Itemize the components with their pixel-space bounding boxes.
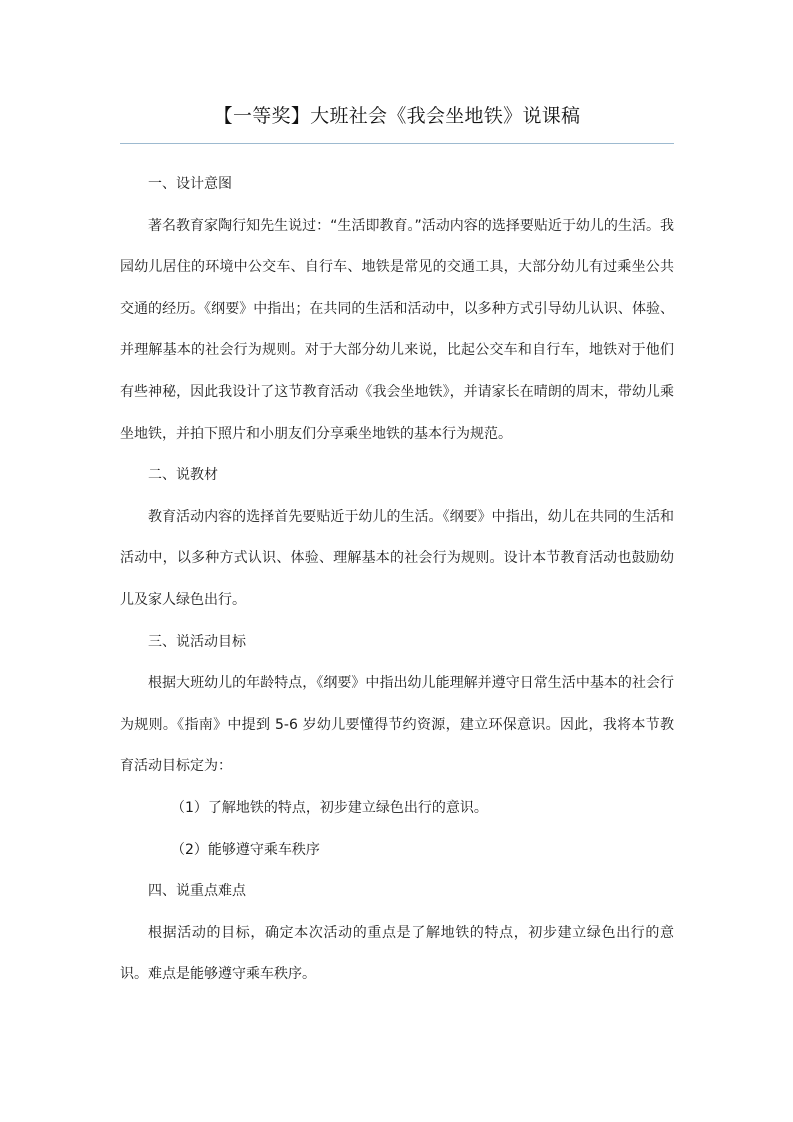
goal-item-2: （2）能够遵守乘车秩序	[171, 841, 320, 858]
paragraph-activity-goals: 根据大班幼儿的年龄特点，《纲要》中指出幼儿能理解并遵守日常生活中基本的社会行为规则。《指南》中提到 5-6 岁幼儿要懂得节约资源，建立环保意识。因此，我将本节教育活动目标定为：	[120, 675, 674, 775]
paragraph-teaching-material: 教育活动内容的选择首先要贴近于幼儿的生活。《纲要》中指出，幼儿在共同的生活和活动中，以多种方式认识、体验、理解基本的社会行为规则。设计本节教育活动也鼓励幼儿及家人绿色出行。	[120, 508, 674, 608]
goal-item-1: （1）了解地铁的特点，初步建立绿色出行的意识。	[171, 799, 488, 816]
title-divider	[120, 143, 674, 144]
paragraph-design-intent: 著名教育家陶行知先生说过：“生活即教育。”活动内容的选择要贴近于幼儿的生活。我园幼儿居住的环境中公交车、自行车、地铁是常见的交通工具，大部分幼儿有过乘坐公共交通的经历。《纲要》中指出；在共同的生活和活动中，以多种方式引导幼儿认识、体验、并理解基本的社会行为规则。对于大部分幼儿来说，比起公交车和自行车，地铁对于他们有些神秘，因此我设计了这节教育活动《我会坐地铁》，并请家长在晴朗的周末，带幼儿乘坐地铁，并拍下照片和小朋友们分享乘坐地铁的基本行为规范。	[120, 217, 674, 442]
section-heading-teaching-material: 二、说教材	[148, 467, 218, 484]
document-title: 【一等奖】大班社会《我会坐地铁》说课稿	[213, 105, 581, 127]
document-body	[120, 164, 674, 996]
section-heading-activity-goals: 三、说活动目标	[148, 633, 246, 650]
section-heading-key-difficulties: 四、说重点难点	[148, 883, 246, 900]
section-heading-design-intent: 一、设计意图	[148, 176, 232, 192]
paragraph-key-difficulties: 根据活动的目标，确定本次活动的重点是了解地铁的特点，初步建立绿色出行的意识。难点是能够遵守乘车秩序。	[120, 924, 674, 983]
